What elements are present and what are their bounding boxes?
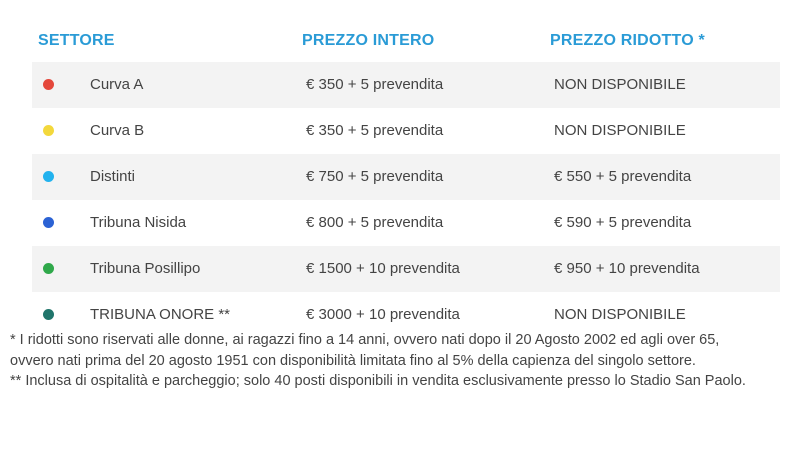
sector-color-dot-icon [43,171,54,182]
sector-name: TRIBUNA ONORE ** [90,306,231,323]
table-header [32,20,780,62]
sector-color-dot-icon [43,125,54,136]
table-row [32,246,780,292]
reduced-price: NON DISPONIBILE [554,122,686,139]
reduced-price: NON DISPONIBILE [554,76,686,93]
sector-color-dot-icon [43,309,54,320]
sector-name: Distinti [90,168,136,185]
header-reduced-price: PREZZO RIDOTTO * [550,32,705,49]
footnote-tribuna-onore: ** Inclusa di ospitalità e parcheggio; solo 40 posti disponibili in vendita esclusivamente presso lo Stadio San Paolo. [10,373,746,389]
reduced-price: € 950 + 10 prevendita [554,260,700,277]
header-sector: SETTORE [38,32,115,49]
full-price: € 3000 + 10 prevendita [306,306,460,323]
table-row [32,200,780,246]
sector-color-dot-icon [43,79,54,90]
table-row [32,108,780,154]
table-row [32,62,780,108]
full-price: € 750 + 5 prevendita [306,168,444,185]
sector-name: Tribuna Nisida [90,214,187,231]
full-price: € 800 + 5 prevendita [306,214,444,231]
price-table [32,20,780,338]
header-full-price: PREZZO INTERO [302,32,435,49]
footnotes [10,330,750,392]
reduced-price: € 550 + 5 prevendita [554,168,692,185]
full-price: € 1500 + 10 prevendita [306,260,460,277]
full-price: € 350 + 5 prevendita [306,76,444,93]
sector-name: Curva A [90,76,144,93]
sector-color-dot-icon [43,217,54,228]
sector-color-dot-icon [43,263,54,274]
table-row [32,154,780,200]
table-body [32,62,780,338]
sector-name: Tribuna Posillipo [90,260,201,277]
reduced-price: NON DISPONIBILE [554,306,686,323]
footnote-reduced: * I ridotti sono riservati alle donne, ai ragazzi fino a 14 anni, ovvero nati dopo il 20 Agosto 2002 ed agli over 65, ovvero nati prima del 20 agosto 1951 con disponibilità limitata fino al 5% della capienza del singolo settore. [10,332,720,369]
full-price: € 350 + 5 prevendita [306,122,444,139]
sector-name: Curva B [90,122,145,139]
reduced-price: € 590 + 5 prevendita [554,214,692,231]
